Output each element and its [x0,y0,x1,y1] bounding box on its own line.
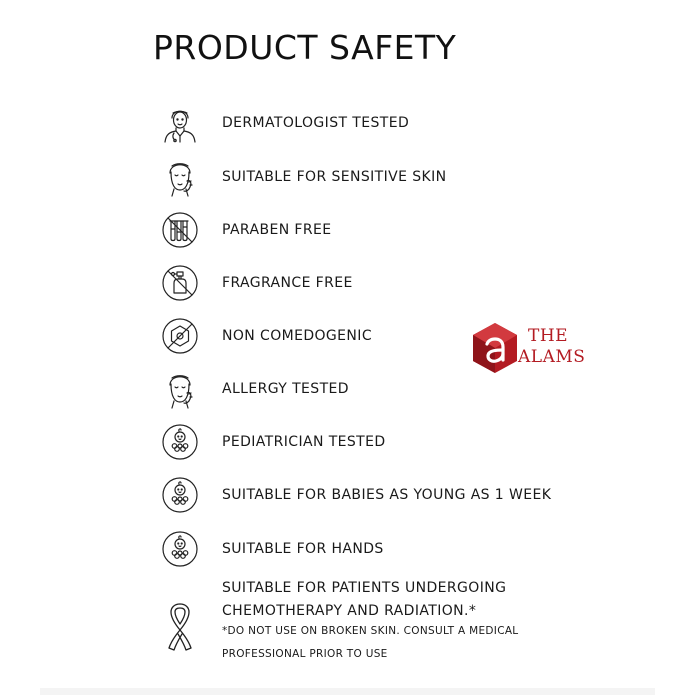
paraben-free-icon [160,210,200,250]
fragrance-free-icon [160,263,200,303]
watermark-text-alams: ALAMS [518,347,586,367]
sensitive-skin-icon [160,157,200,197]
safety-item-label: NON COMEDOGENIC [222,328,373,344]
safety-item-hands [160,529,384,569]
safety-item-label: FRAGRANCE FREE [222,275,353,291]
safety-item-dermatologist-tested [160,103,410,143]
safety-item-chemotherapy [160,576,640,666]
safety-item-label: SUITABLE FOR HANDS [222,541,384,557]
chemo-note-1: *DO NOT USE ON BROKEN SKIN. CONSULT A MEDICAL [222,625,519,637]
the-alams-watermark [470,322,590,374]
non-comedogenic-icon [160,316,200,356]
chemo-note-2: PROFESSIONAL PRIOR TO USE [222,648,388,660]
baby-icon [160,529,200,569]
safety-item-non-comedogenic [160,316,373,356]
awareness-ribbon-icon [160,596,200,652]
safety-item-label: SUITABLE FOR BABIES AS YOUNG AS 1 WEEK [222,487,552,503]
page-title: PRODUCT SAFETY [153,28,457,67]
safety-item-label: ALLERGY TESTED [222,381,349,397]
bottom-divider [40,688,655,695]
baby-icon [160,475,200,515]
safety-item-paraben-free [160,210,332,250]
safety-item-babies-1-week [160,475,552,515]
safety-item-label: PARABEN FREE [222,222,332,238]
the-alams-logo-icon [470,322,520,374]
allergy-tested-icon [160,369,200,409]
watermark-text-the: THE [528,326,569,346]
baby-icon [160,422,200,462]
safety-item-fragrance-free [160,263,353,303]
safety-item-pediatrician-tested [160,422,386,462]
chemo-line-1: SUITABLE FOR PATIENTS UNDERGOING [222,580,507,596]
safety-item-label: SUITABLE FOR SENSITIVE SKIN [222,169,447,185]
safety-item-sensitive-skin [160,157,447,197]
safety-item-allergy-tested [160,369,349,409]
safety-item-label: DERMATOLOGIST TESTED [222,115,410,131]
safety-item-label: PEDIATRICIAN TESTED [222,434,386,450]
dermatologist-icon [160,103,200,143]
chemo-line-2: CHEMOTHERAPY AND RADIATION.* [222,603,477,619]
